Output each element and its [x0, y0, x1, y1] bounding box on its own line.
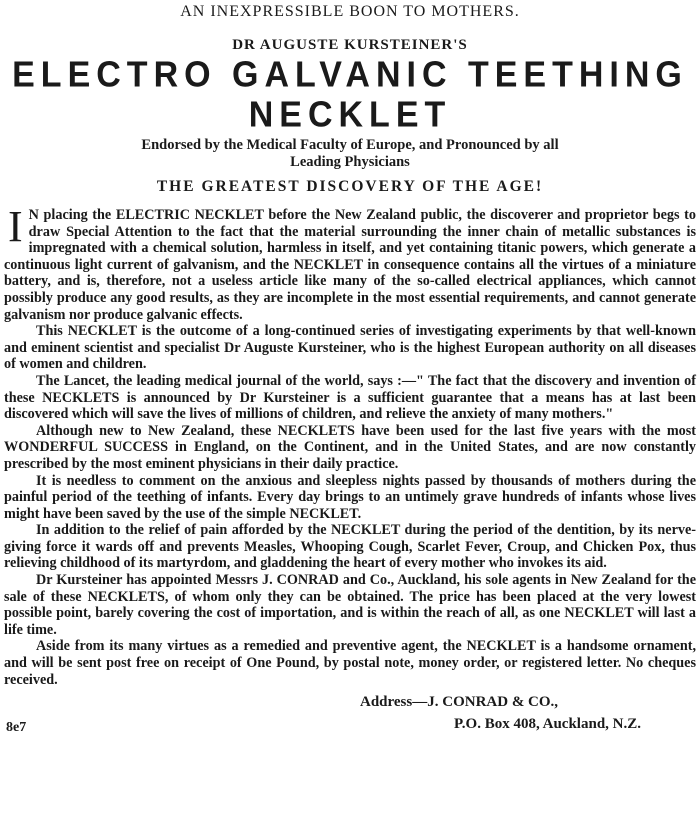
byline: DR AUGUSTE KURSTEINER'S — [232, 37, 468, 53]
headline: ELECTRO GALVANIC TEETHING NECKLET — [12, 55, 688, 135]
address-line-2: P.O. Box 408, Auckland, N.Z. — [454, 716, 641, 733]
endorsement-line-2: Leading Physicians — [290, 154, 410, 170]
greatest-discovery-line: THE GREATEST DISCOVERY OF THE AGE! — [156, 178, 544, 195]
footer — [4, 694, 696, 742]
endorsement-line-1: Endorsed by the Medical Faculty of Europe, and Pronounced by all — [141, 137, 559, 153]
paragraph-8: Aside from its many virtues as a remedied and preventive agent, the NECKLET is a handsome ornament, and will be sent post free on receipt of One Pound, by postal note, money order, or registered letter. No cheques received. — [4, 638, 696, 688]
paragraph-3: The Lancet, the leading medical journal of the world, says :—" The fact that the discovery and invention of these NECKLETS is announced by Dr Kursteiner is a sufficient guarantee that a means has at last been discovered which will save the lives of millions of children, and relieve the anxiety of many mothers." — [4, 372, 696, 423]
paragraph-1 — [4, 202, 696, 323]
address-line-1: Address—J. CONRAD & CO., — [360, 694, 559, 711]
paragraph-1-text: N placing the ELECTRIC NECKLET before the New Zealand public, the discoverer and proprietor begs to draw Special Attention to the fact that the material surrounding the inner chain of metallic substances is impregnated with a chemical solution, harmless in itself, and yet containing titanic powers, which generate a continuous light current of galvanism, and the NECKLET in consequence contains all the virtues of a miniature battery, and is, therefore, not a useless article like many of the so-called electrical appliances, which cannot possibly produce any good results, as they are incomplete in the most essential requirements, and cannot generate galvanism nor produce galvanic effects. — [4, 207, 696, 323]
paragraph-6: In addition to the relief of pain afforded by the NECKLET during the period of the dentition, by its nerve-giving force it wards off and prevents Measles, Whooping Cough, Scarlet Fever, Croup, and Chicken Pox, thus relieving childhood of its martyrdom, and gladdening the heart of every mother who invokes its aid. — [4, 522, 696, 572]
paragraph-5: It is needless to comment on the anxious and sleepless nights passed by thousands of mothers during the painful period of the teething of infants. Every day brings to an untimely grave hundreds of infants whose lives might have been saved by the use of the simple NECKLET. — [4, 472, 696, 522]
body-text — [4, 202, 696, 688]
ad-code: 8e7 — [6, 720, 27, 736]
paragraph-2: This NECKLET is the outcome of a long-continued series of investigating experiments by that well-known and eminent scientist and specialist Dr Auguste Kursteiner, who is the highest European authority on all diseases of women and children. — [4, 323, 696, 373]
paragraph-4: Although new to New Zealand, these NECKLETS have been used for the last five years with the most WONDERFUL SUCCESS in England, on the Continent, and in the United States, and are now constantly prescribed by the most eminent physicians in their daily practice. — [4, 422, 696, 472]
top-line: AN INEXPRESSIBLE BOON TO MOTHERS. — [180, 3, 520, 20]
advertisement-page — [0, 2, 700, 837]
paragraph-7: Dr Kursteiner has appointed Messrs J. CONRAD and Co., Auckland, his sole agents in New Zealand for the sale of these NECKLETS, of whom only they can be obtained. The price has been placed at the very lowest possible point, barely covering the cost of importation, and is within the reach of all, as one NECKLET will last a life time. — [4, 572, 696, 638]
drop-cap: I — [8, 202, 23, 251]
